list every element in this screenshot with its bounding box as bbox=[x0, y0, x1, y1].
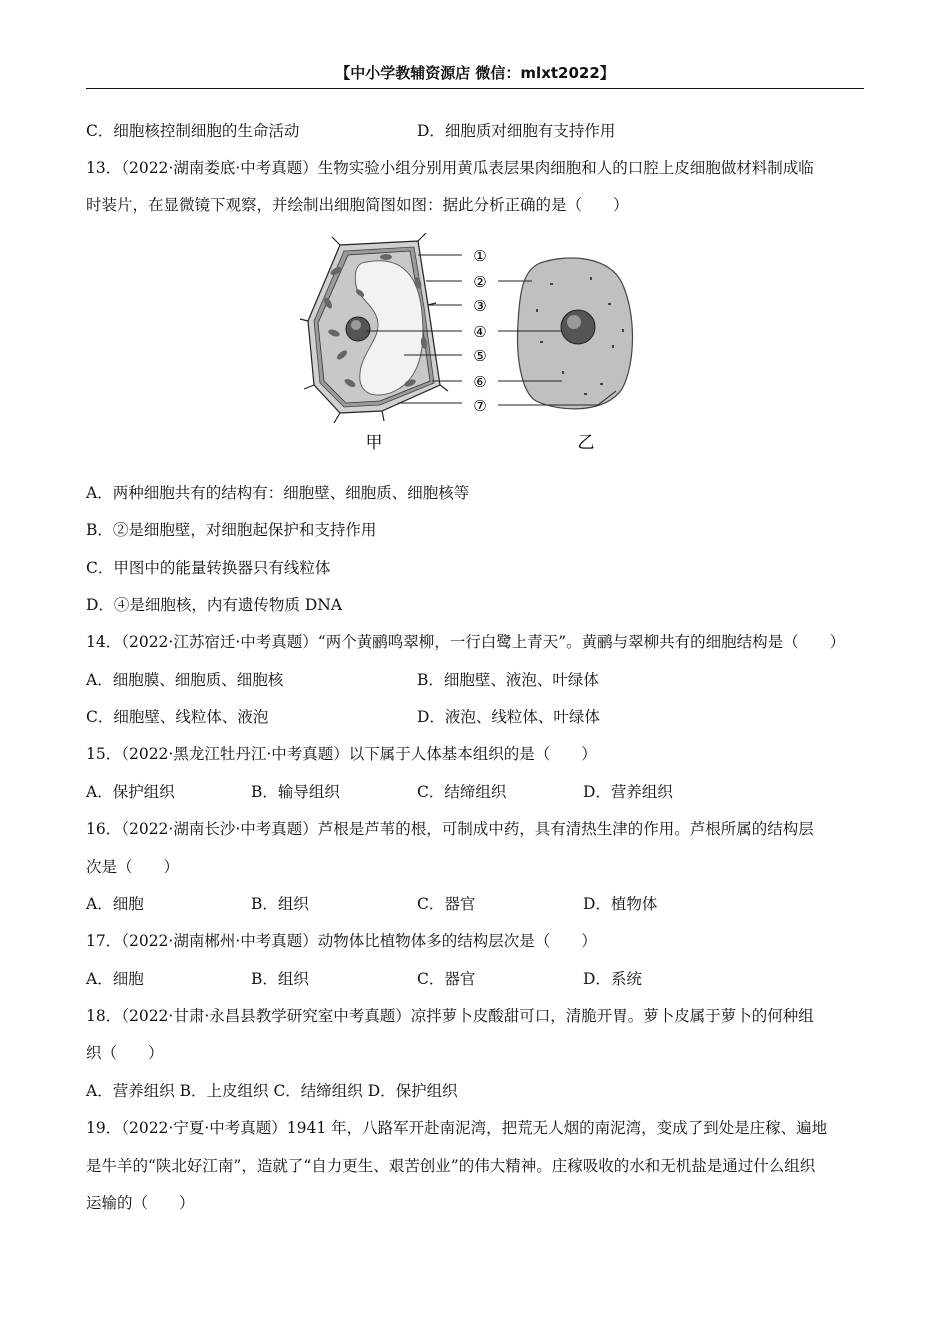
q17-option-d: D．系统 bbox=[583, 970, 642, 988]
cell-diagram bbox=[300, 233, 650, 458]
plant-cell bbox=[300, 233, 448, 423]
q17-option-a: A．细胞 bbox=[86, 970, 144, 988]
q18-stem-line2: 织（ ） bbox=[86, 1044, 164, 1062]
q12-option-c: C．细胞核控制细胞的生命活动 bbox=[86, 122, 300, 140]
q16-option-a: A．细胞 bbox=[86, 895, 144, 913]
q16-option-d: D．植物体 bbox=[583, 895, 658, 913]
q15-option-a: A．保护组织 bbox=[86, 783, 175, 801]
q18-options: A．营养组织 B．上皮组织 C．结缔组织 D．保护组织 bbox=[86, 1082, 458, 1100]
q19-stem-line1: 19．（2022·宁夏·中考真题）1941 年，八路军开赴南泥湾，把荒无人烟的南泥湾，变成了到处是庄稼、遍地 bbox=[86, 1119, 828, 1137]
q14-option-b: B．细胞壁、液泡、叶绿体 bbox=[417, 671, 599, 689]
label-6: ⑥ bbox=[473, 373, 487, 391]
q13-option-b: B．②是细胞壁，对细胞起保护和支持作用 bbox=[86, 521, 377, 539]
q14-option-c: C．细胞壁、线粒体、液泡 bbox=[86, 708, 269, 726]
q19-stem-line2: 是牛羊的“陕北好江南”，造就了“自力更生、艰苦创业”的伟大精神。庄稼吸收的水和无机盐是通过什么组织 bbox=[86, 1157, 816, 1175]
q17-stem: 17．（2022·湖南郴州·中考真题）动物体比植物体多的结构层次是（ ） bbox=[86, 932, 597, 950]
q15-option-b: B．输导组织 bbox=[251, 783, 340, 801]
animal-cell bbox=[518, 258, 633, 409]
label-7: ⑦ bbox=[473, 397, 487, 415]
q13-option-a: A．两种细胞共有的结构有：细胞壁、细胞质、细胞核等 bbox=[86, 484, 470, 502]
q15-option-c: C．结缔组织 bbox=[417, 783, 507, 801]
header-divider bbox=[86, 88, 864, 89]
q13-stem-line1: 13．（2022·湖南娄底·中考真题）生物实验小组分别用黄瓜表层果肉细胞和人的口腔上皮细胞做材料制成临 bbox=[86, 159, 814, 177]
q17-option-c: C．器官 bbox=[417, 970, 476, 988]
caption-jia: 甲 bbox=[365, 433, 383, 453]
q16-option-b: B．组织 bbox=[251, 895, 309, 913]
page-header: 【中小学教辅资源店 微信：mlxt2022】 bbox=[335, 64, 615, 82]
q12-option-d: D．细胞质对细胞有支持作用 bbox=[417, 122, 616, 140]
q18-stem-line1: 18．（2022·甘肃·永昌县教学研究室中考真题）凉拌萝卜皮酸甜可口，清脆开胃。萝卜皮属于萝卜的何种组 bbox=[86, 1007, 814, 1025]
label-1: ① bbox=[473, 247, 487, 265]
q13-stem-line2: 时装片，在显微镜下观察，并绘制出细胞简图如图：据此分析正确的是（ ） bbox=[86, 196, 629, 214]
q14-option-a: A．细胞膜、细胞质、细胞核 bbox=[86, 671, 284, 689]
q15-stem: 15．（2022·黑龙江牡丹江·中考真题）以下属于人体基本组织的是（ ） bbox=[86, 745, 597, 763]
caption-yi: 乙 bbox=[577, 433, 595, 453]
q16-stem-line2: 次是（ ） bbox=[86, 858, 180, 876]
q14-option-d: D．液泡、线粒体、叶绿体 bbox=[417, 708, 600, 726]
q14-stem: 14．（2022·江苏宿迁·中考真题）“两个黄鹂鸣翠柳，一行白鹭上青天”。黄鹂与翠柳共有的细胞结构是（ ） bbox=[86, 633, 846, 651]
label-4: ④ bbox=[473, 323, 487, 341]
q16-stem-line1: 16．（2022·湖南长沙·中考真题）芦根是芦苇的根，可制成中药，具有清热生津的作用。芦根所属的结构层 bbox=[86, 820, 814, 838]
q19-stem-line3: 运输的（ ） bbox=[86, 1194, 195, 1212]
q15-option-d: D．营养组织 bbox=[583, 783, 673, 801]
q17-option-b: B．组织 bbox=[251, 970, 309, 988]
q13-option-c: C．甲图中的能量转换器只有线粒体 bbox=[86, 559, 331, 577]
q13-option-d: D．④是细胞核，内有遗传物质 DNA bbox=[86, 596, 343, 614]
label-5: ⑤ bbox=[473, 347, 487, 365]
q16-option-c: C．器官 bbox=[417, 895, 476, 913]
label-3: ③ bbox=[473, 297, 487, 315]
label-2: ② bbox=[473, 273, 487, 291]
